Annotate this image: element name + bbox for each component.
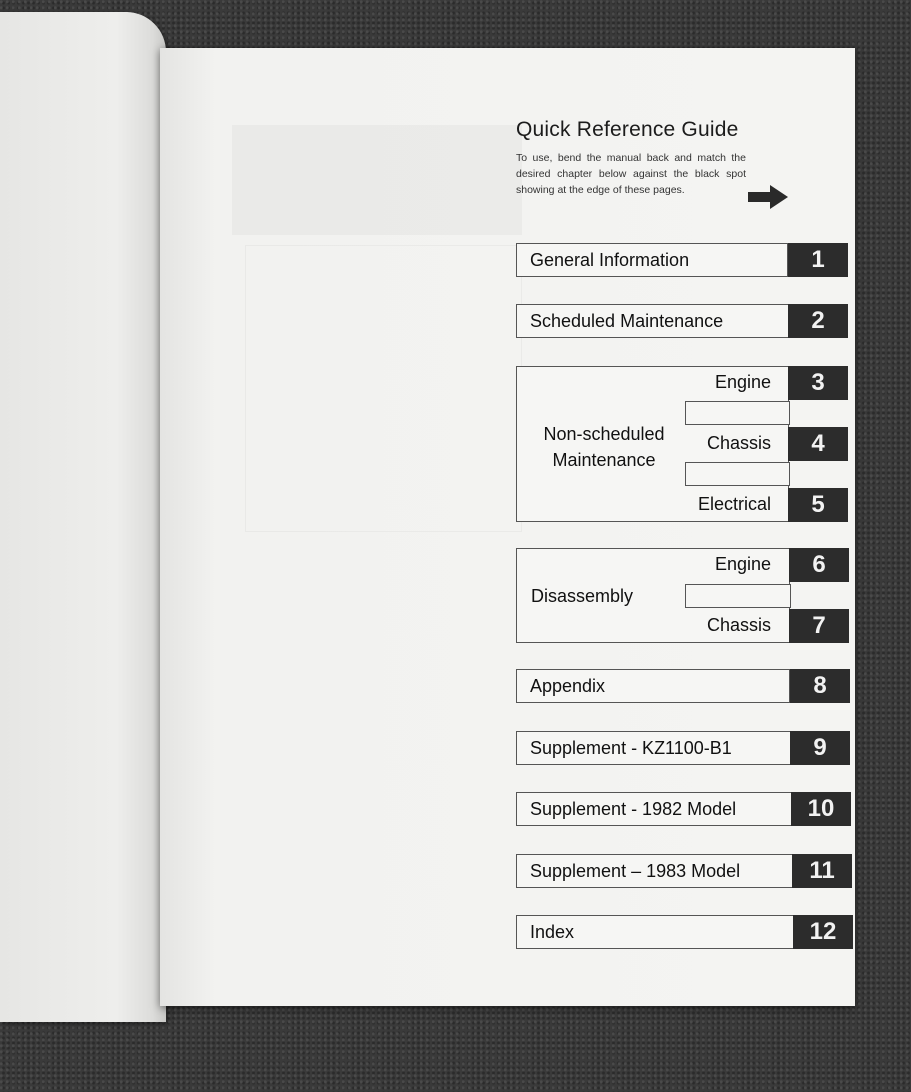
chapter-11-label: Supplement – 1983 Model bbox=[530, 861, 741, 881]
chapter-10-label: Supplement - 1982 Model bbox=[530, 799, 737, 819]
chapter-1-tab[interactable]: 1 bbox=[788, 243, 848, 277]
chapter-7-tab[interactable]: 7 bbox=[789, 609, 849, 643]
chapter-11-entry[interactable] bbox=[516, 854, 793, 888]
chapter-10-tab[interactable]: 10 bbox=[791, 792, 851, 826]
chapter-10-entry[interactable] bbox=[516, 792, 792, 826]
chapter-12-label: Index bbox=[530, 922, 575, 942]
chapter-4-label[interactable]: Chassis bbox=[706, 433, 771, 453]
nonscheduled-group-label bbox=[529, 421, 679, 473]
chapter-8-label: Appendix bbox=[530, 676, 606, 696]
separator bbox=[685, 584, 791, 608]
chapter-8-entry[interactable] bbox=[516, 669, 790, 703]
instructions-text: To use, bend the manual back and match the desired chapter below against the black spot showing at the edge of these pages. bbox=[516, 152, 746, 196]
chapter-1-label: General Information bbox=[530, 250, 690, 270]
chapter-5-label[interactable]: Electrical bbox=[697, 494, 771, 514]
chapter-3-label[interactable]: Engine bbox=[714, 372, 771, 392]
chapter-9-entry[interactable] bbox=[516, 731, 791, 765]
chapter-8-tab[interactable]: 8 bbox=[790, 669, 850, 703]
chapter-12-entry[interactable] bbox=[516, 915, 794, 949]
separator bbox=[685, 462, 790, 486]
chapter-6-tab[interactable]: 6 bbox=[789, 548, 849, 582]
chapter-2-entry[interactable] bbox=[516, 304, 789, 338]
separator bbox=[685, 401, 790, 425]
chapter-2-tab[interactable]: 2 bbox=[788, 304, 848, 338]
nonscheduled-group bbox=[516, 366, 789, 522]
disassembly-group bbox=[516, 548, 790, 643]
chapter-2-label: Scheduled Maintenance bbox=[530, 311, 724, 331]
disassembly-group-label: Disassembly bbox=[531, 586, 634, 606]
show-through-logo bbox=[232, 125, 522, 235]
chapter-11-tab[interactable]: 11 bbox=[792, 854, 852, 888]
chapter-12-tab[interactable]: 12 bbox=[793, 915, 853, 949]
chapter-4-tab[interactable]: 4 bbox=[788, 427, 848, 461]
chapter-7-label[interactable]: Chassis bbox=[706, 615, 771, 635]
chapter-9-tab[interactable]: 9 bbox=[790, 731, 850, 765]
arrow-right-icon bbox=[748, 185, 788, 209]
nonscheduled-line1: Non-scheduled bbox=[543, 424, 665, 444]
chapter-9-label: Supplement - KZ1100-B1 bbox=[530, 738, 732, 758]
chapter-1-entry[interactable] bbox=[516, 243, 788, 277]
nonscheduled-line2: Maintenance bbox=[552, 450, 656, 470]
page-title: Quick Reference Guide bbox=[516, 118, 739, 141]
chapter-6-label[interactable]: Engine bbox=[714, 554, 771, 574]
chapter-5-tab[interactable]: 5 bbox=[788, 488, 848, 522]
show-through-box bbox=[245, 245, 522, 532]
chapter-3-tab[interactable]: 3 bbox=[788, 366, 848, 400]
left-page bbox=[0, 12, 166, 1022]
